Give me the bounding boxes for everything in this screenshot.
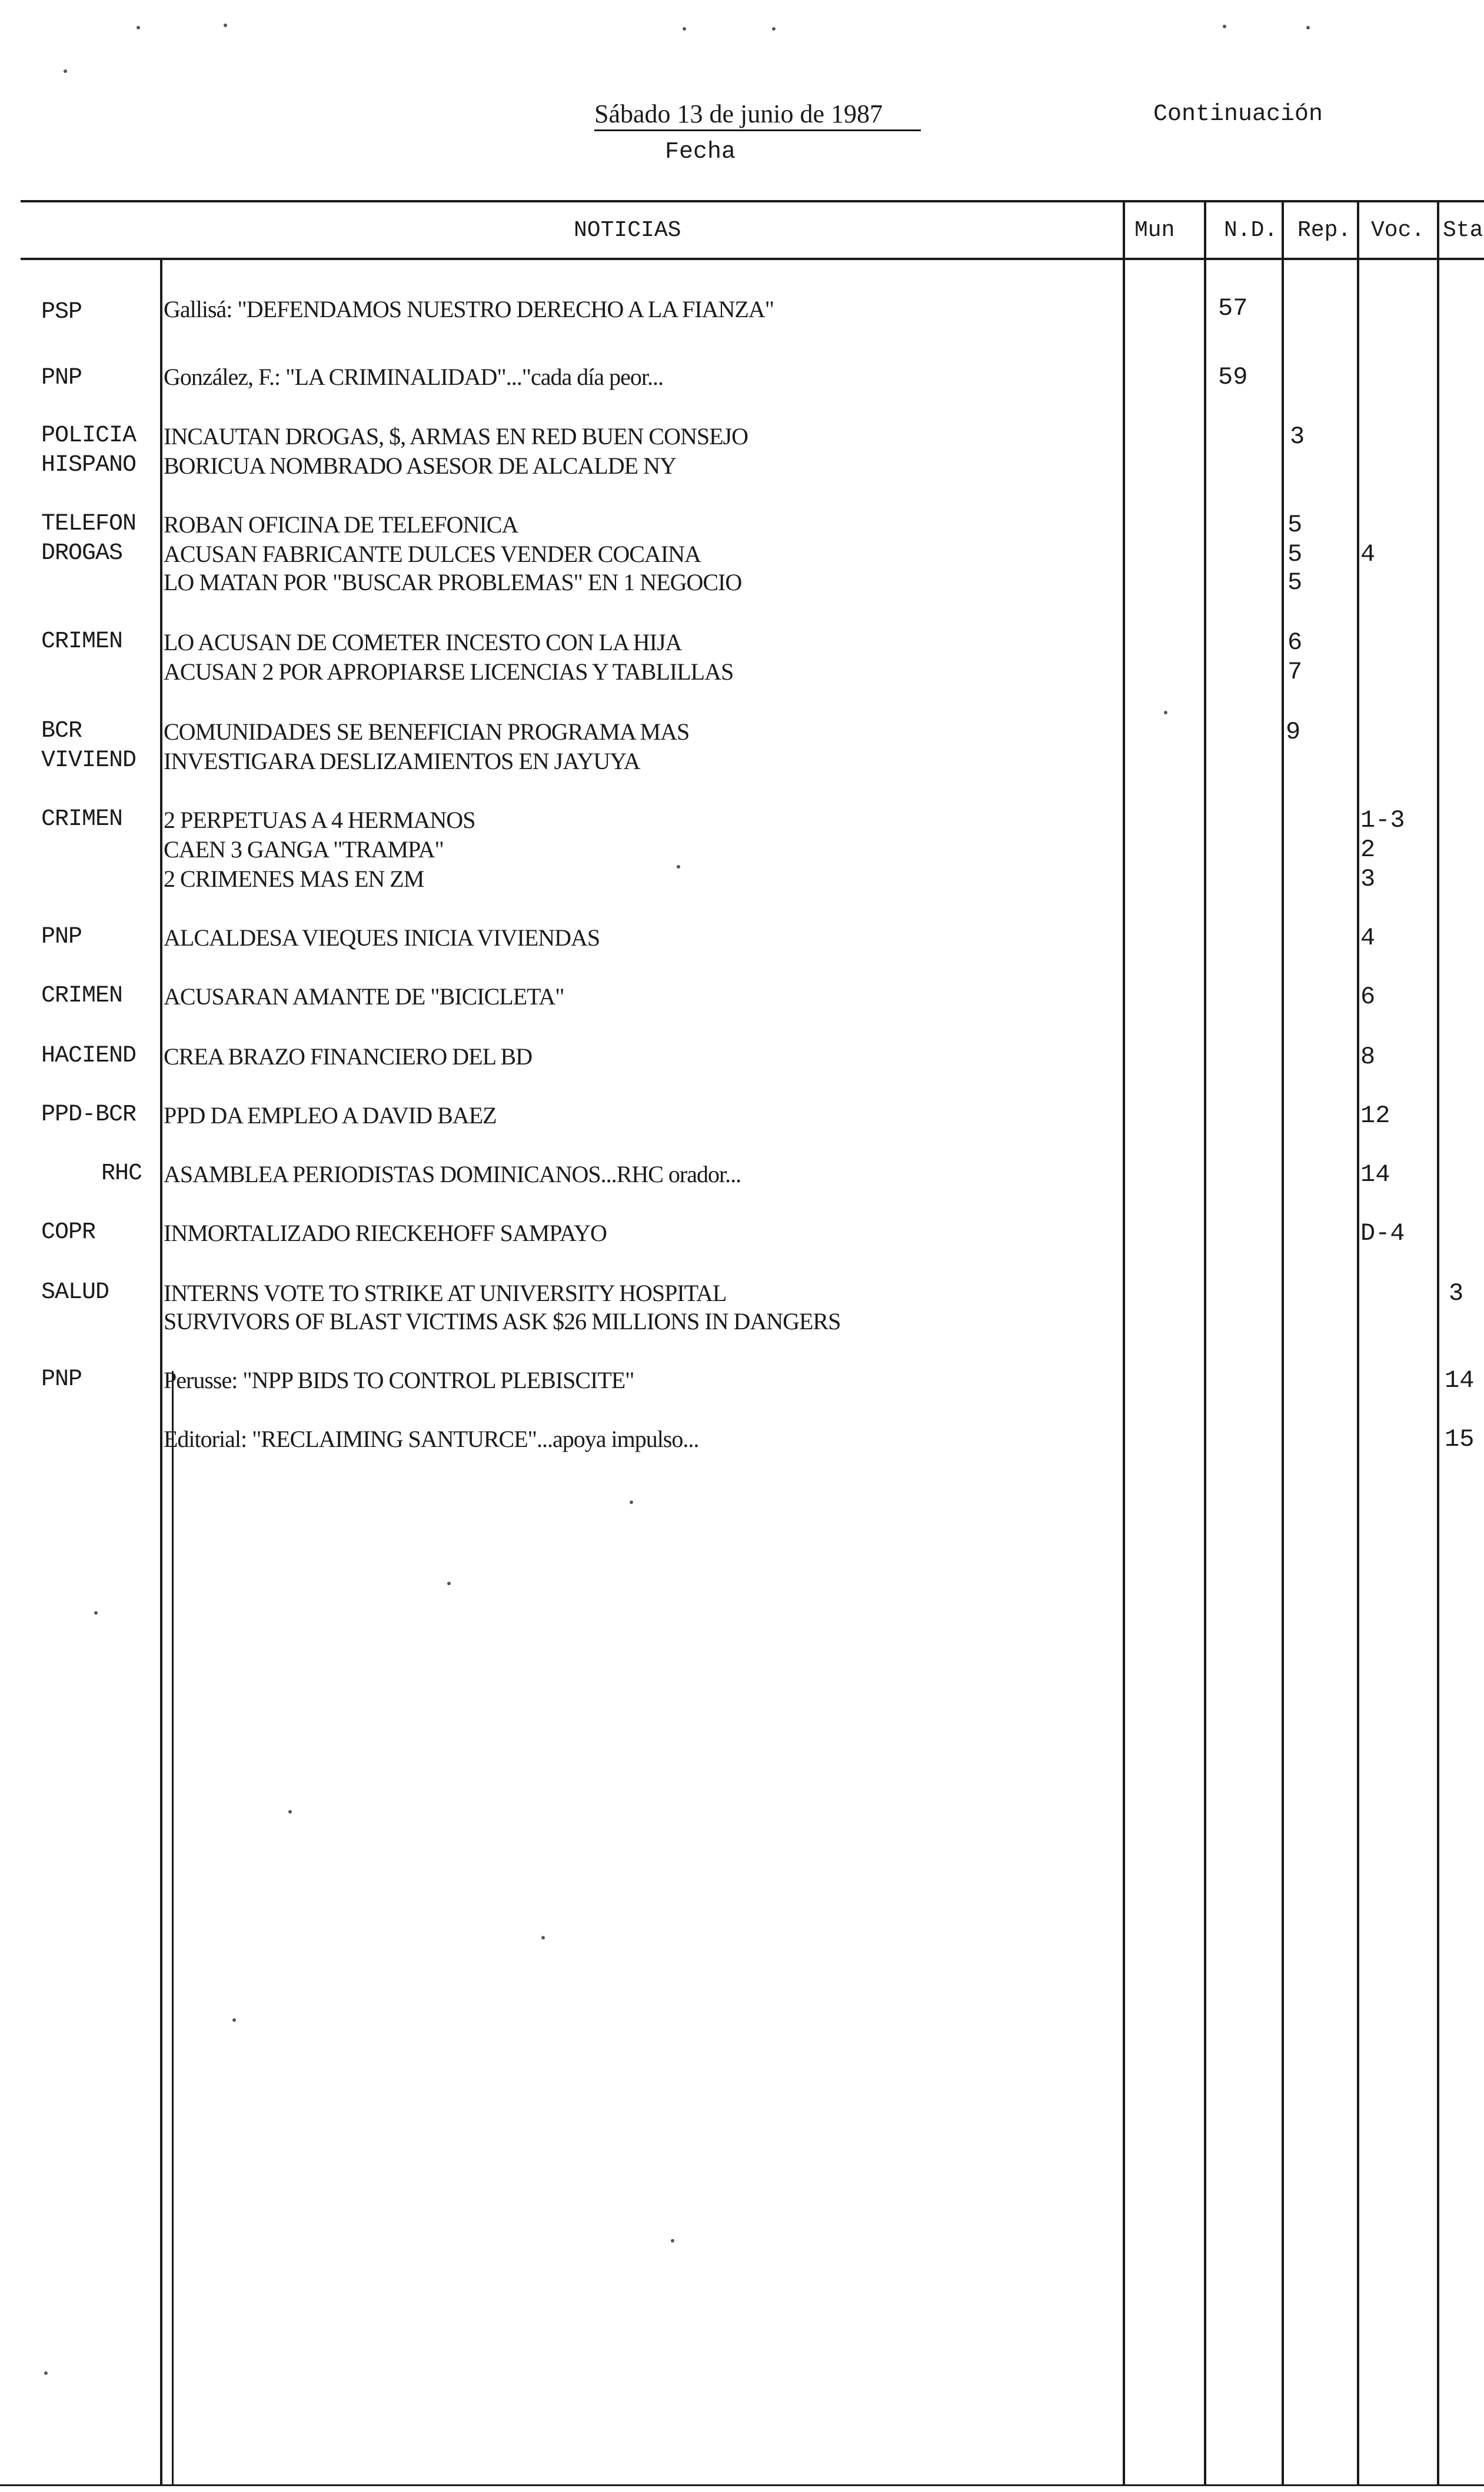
- scan-speck: [94, 1611, 98, 1615]
- row-headline: ACUSAN FABRICANTE DULCES VENDER COCAINA: [164, 541, 701, 567]
- row-voc: 14: [1360, 1160, 1390, 1189]
- row-category: PPD-BCR: [41, 1102, 137, 1128]
- row-sta: 15: [1445, 1425, 1475, 1453]
- scan-speck: [1306, 26, 1310, 29]
- column-header-noticias: NOTICIAS: [574, 218, 681, 243]
- row-rep: 9: [1286, 718, 1301, 746]
- row-category: PNP: [41, 924, 82, 950]
- scan-speck: [44, 2371, 48, 2375]
- row-category: TELEFON: [41, 511, 137, 537]
- row-rep: 5: [1287, 511, 1303, 539]
- row-voc: 3: [1360, 865, 1376, 893]
- scan-speck: [677, 865, 680, 869]
- row-headline: PPD DA EMPLEO A DAVID BAEZ: [164, 1102, 497, 1129]
- row-headline: CAEN 3 GANGA "TRAMPA": [164, 836, 444, 863]
- scan-speck: [447, 1582, 451, 1585]
- row-category: CRIMEN: [41, 628, 123, 655]
- date-text: Sábado 13 de junio de 1987: [594, 99, 883, 128]
- row-headline: Perusse: "NPP BIDS TO CONTROL PLEBISCITE": [164, 1367, 634, 1393]
- row-headline: LO ACUSAN DE COMETER INCESTO CON LA HIJA: [164, 629, 682, 656]
- row-category: HACIEND: [41, 1043, 137, 1069]
- row-nd: 57: [1218, 294, 1248, 322]
- row-category: HISPANO: [41, 452, 137, 478]
- row-voc: 2: [1360, 836, 1376, 864]
- row-headline: 2 PERPETUAS A 4 HERMANOS: [164, 807, 475, 833]
- row-headline: Editorial: "RECLAIMING SANTURCE"...apoya impulso...: [164, 1426, 699, 1452]
- row-category: RHC: [101, 1160, 142, 1187]
- row-category: COPR: [41, 1219, 96, 1246]
- row-category: CRIMEN: [41, 806, 123, 833]
- scan-speck: [1223, 25, 1226, 28]
- row-headline: INTERNS VOTE TO STRIKE AT UNIVERSITY HOSPITAL: [164, 1280, 727, 1306]
- row-sta: 3: [1449, 1279, 1464, 1307]
- row-headline: ROBAN OFICINA DE TELEFONICA: [164, 511, 518, 538]
- row-voc: 12: [1360, 1102, 1390, 1130]
- table-top-rule: [21, 200, 1484, 202]
- scan-speck: [541, 1936, 545, 1939]
- row-rep: 5: [1287, 540, 1303, 568]
- column-divider-voc: [1357, 201, 1359, 2484]
- row-headline: ALCALDESA VIEQUES INICIA VIVIENDAS: [164, 924, 600, 951]
- column-divider-noticias: [160, 259, 162, 2484]
- scan-speck: [671, 2239, 674, 2243]
- row-headline: SURVIVORS OF BLAST VICTIMS ASK $26 MILLIONS IN DANGERS: [164, 1308, 841, 1335]
- row-voc: 4: [1360, 924, 1376, 952]
- scan-speck: [683, 27, 686, 31]
- row-headline: INMORTALIZADO RIECKEHOFF SAMPAYO: [164, 1220, 607, 1246]
- row-headline: ACUSAN 2 POR APROPIARSE LICENCIAS Y TABLILLAS: [164, 658, 734, 685]
- row-category: SALUD: [41, 1279, 109, 1306]
- table-bottom-rule: [0, 2484, 1484, 2486]
- column-divider-rep: [1282, 201, 1284, 2484]
- row-headline: ASAMBLEA PERIODISTAS DOMINICANOS...RHC orador...: [164, 1161, 741, 1187]
- row-rep: 3: [1290, 422, 1305, 451]
- column-divider-noticias-inner: [172, 1371, 174, 2484]
- scan-speck: [772, 27, 776, 31]
- row-headline: Gallisá: "DEFENDAMOS NUESTRO DERECHO A LA FIANZA": [164, 296, 774, 322]
- column-header-rep: Rep.: [1297, 218, 1352, 243]
- row-rep: 5: [1287, 568, 1303, 597]
- row-category: DROGAS: [41, 540, 123, 567]
- column-divider-nd: [1204, 201, 1206, 2484]
- continuation-label: Continuación: [1153, 101, 1323, 128]
- scan-speck: [224, 24, 227, 27]
- row-headline: González, F.: "LA CRIMINALIDAD"..."cada día peor...: [164, 364, 664, 390]
- row-headline: CREA BRAZO FINANCIERO DEL BD: [164, 1043, 533, 1070]
- column-header-mun: Mun: [1134, 218, 1175, 243]
- row-rep: 6: [1287, 628, 1303, 657]
- scan-speck: [1164, 711, 1167, 714]
- row-headline: BORICUA NOMBRADO ASESOR DE ALCALDE NY: [164, 453, 676, 479]
- row-headline: LO MATAN POR "BUSCAR PROBLEMAS" EN 1 NEGOCIO: [164, 569, 742, 595]
- row-nd: 59: [1218, 363, 1248, 391]
- date-underline: [594, 129, 921, 131]
- row-voc: 6: [1360, 983, 1376, 1011]
- column-header-voc: Voc.: [1371, 218, 1425, 243]
- row-category: CRIMEN: [41, 983, 123, 1009]
- row-headline: ACUSARAN AMANTE DE "BICICLETA": [164, 983, 564, 1010]
- row-category: PSP: [41, 299, 82, 325]
- column-header-nd: N.D.: [1224, 218, 1278, 243]
- row-category: BCR: [41, 718, 82, 744]
- row-headline: INVESTIGARA DESLIZAMIENTOS EN JAYUYA: [164, 748, 640, 774]
- column-divider-mun: [1123, 201, 1125, 2484]
- date-label: Fecha: [665, 139, 736, 165]
- row-sta: 14: [1445, 1366, 1475, 1395]
- scan-speck: [288, 1810, 292, 1814]
- row-category: PNP: [41, 365, 82, 391]
- row-category: POLICIA: [41, 422, 137, 449]
- row-voc: 4: [1360, 540, 1376, 568]
- row-voc: D-4: [1360, 1219, 1405, 1247]
- row-voc: 1-3: [1360, 806, 1405, 834]
- column-divider-sta: [1437, 201, 1439, 2484]
- scan-speck: [64, 69, 67, 73]
- scan-speck: [630, 1500, 633, 1504]
- row-rep: 7: [1287, 658, 1303, 686]
- column-header-sta: Sta: [1443, 218, 1483, 243]
- row-category: VIVIEND: [41, 747, 137, 774]
- scan-speck: [232, 2018, 236, 2022]
- row-voc: 8: [1360, 1043, 1376, 1071]
- row-category: PNP: [41, 1366, 82, 1393]
- row-headline: COMUNIDADES SE BENEFICIAN PROGRAMA MAS: [164, 718, 690, 745]
- table-header-rule: [21, 258, 1484, 260]
- row-headline: INCAUTAN DROGAS, $, ARMAS EN RED BUEN CONSEJO: [164, 423, 748, 450]
- row-headline: 2 CRIMENES MAS EN ZM: [164, 866, 424, 892]
- scan-speck: [137, 26, 140, 29]
